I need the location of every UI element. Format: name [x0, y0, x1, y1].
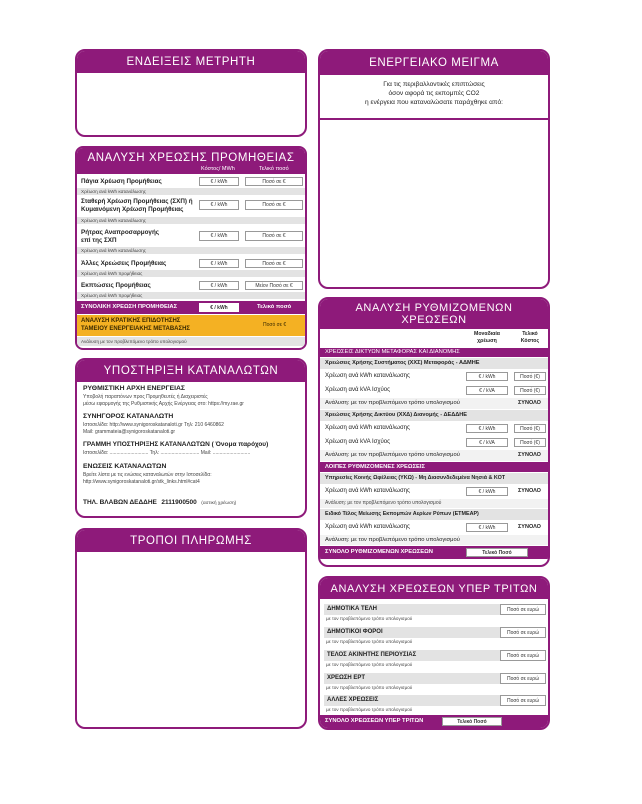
other-header: ΛΟΙΠΕΣ ΡΥΘΜΙΖΟΜΕΝΕΣ ΧΡΕΩΣΕΙΣ: [320, 462, 548, 472]
subsidy-line-1: ΑΝΑΛΥΣΗ ΚΡΑΤΙΚΗΣ ΕΠΙΔΟΤΗΣΗΣ: [81, 318, 181, 324]
supply-total-label: ΣΥΝΟΛΙΚΗ ΧΡΕΩΣΗ ΠΡΟΜΗΘΕΙΑΣ: [81, 304, 178, 310]
etmear-header: Ειδικό Τέλος Μείωσης Εκπομπών Αερίων Ρύπων (ΕΤΜΕΑΡ): [320, 509, 548, 520]
supply-row-unit: € / kWh: [199, 177, 239, 186]
rae-line-2: μέσω εφαρμογής της Ρυθμιστικής Αρχής Ενέργειας στο: https://my.rae.gr: [83, 401, 244, 407]
regulated-col-unit: Μοναδιαία χρέωση: [474, 331, 500, 344]
supply-column-header: [77, 165, 305, 174]
supply-row-note: Χρέωση ανά kWh κατανάλωσης: [77, 247, 305, 254]
third-row-label: ΔΗΜΟΤΙΚΑ ΤΕΛΗ: [324, 604, 500, 615]
deddie-analysis-label: Ανάλυση: με τον προβλεπόμενο τρόπο υπολογισμού: [325, 452, 460, 458]
subsidy-row: [77, 315, 305, 336]
third-total-label: ΣΥΝΟΛΟ ΧΡΕΩΣΕΩΝ ΥΠΕΡ ΤΡΙΤΩΝ: [325, 718, 424, 724]
supply-row-unit: € / kWh: [199, 231, 239, 241]
deddie-analysis-row: [320, 450, 548, 461]
energy-mix-divider: [320, 118, 548, 120]
third-row: [320, 602, 548, 624]
admie-row-amount: Ποσό (€): [514, 386, 546, 395]
admie-sum: ΣΥΝΟΛΟ: [518, 400, 541, 406]
regulated-total-label: ΣΥΝΟΛΟ ΡΥΘΜΙΖΟΜΕΝΩΝ ΧΡΕΩΣΕΩΝ: [325, 549, 433, 555]
yko-row-unit: € / kWh: [466, 487, 508, 496]
deddie-row: [320, 436, 548, 449]
energy-mix-line-3: η ενέργεια που καταναλώσατε παράχθηκε από:: [365, 99, 503, 106]
supply-row-unit: € / kWh: [199, 281, 239, 290]
supply-row-label: Άλλες Χρεώσεις Προμήθειας: [81, 260, 167, 267]
support-title: ΥΠΟΣΤΗΡΙΞΗ ΚΑΤΑΝΑΛΩΤΩΝ: [77, 360, 305, 382]
supply-row-note: Χρέωση ανά kWh κατανάλωσης: [77, 217, 305, 224]
regulated-column-header: [320, 329, 548, 346]
admie-row: [320, 370, 548, 383]
admie-row-amount: Ποσό (€): [514, 372, 546, 381]
deddie-header: Χρεώσεις Χρήσης Δικτύου (ΧΧΔ) Διανομής - ΔΕΔΔΗΕ: [320, 410, 548, 421]
supply-row-amount: Μείον Ποσό σε €: [245, 281, 303, 290]
supply-row-label: Πάγια Χρέωση Προμήθειας: [81, 178, 162, 185]
third-row-amount: Ποσό σε ευρώ: [500, 604, 546, 615]
regulated-panel: [318, 297, 550, 567]
admie-header: Χρεώσεις Χρήσης Συστήματος (ΧΧΣ) Μεταφοράς - ΑΔΜΗΕ: [320, 358, 548, 369]
supply-row: [77, 278, 305, 300]
deddie-row-unit: € / kWh: [466, 424, 508, 433]
third-row: [320, 648, 548, 670]
yko-analysis: Ανάλυση: με τον προβλεπόμενο τρόπο υπολογισμού: [320, 499, 548, 508]
ombudsman-line-2: Mail: grammateia@synigoroskatanaloti.gr: [83, 429, 176, 435]
third-row-amount: Ποσό σε ευρώ: [500, 695, 546, 706]
etmear-row-label: Χρέωση ανά kWh κατανάλωσης: [325, 524, 410, 530]
admie-row: [320, 384, 548, 397]
third-row: [320, 694, 548, 714]
energy-mix-title: ΕΝΕΡΓΕΙΑΚΟ ΜΕΙΓΜΑ: [320, 51, 548, 75]
yko-header: Υπηρεσίες Κοινής Ωφέλειας (ΥΚΩ) - Μη Διασυνδεδεμένα Νησιά & ΚΟΤ: [320, 473, 548, 484]
regulated-title-line-1: ΑΝΑΛΥΣΗ ΡΥΘΜΙΖΟΜΕΝΩΝ: [355, 302, 513, 314]
third-row-note: με τον προβλεπόμενο τρόπο υπολογισμού: [326, 685, 413, 690]
third-total-row: [320, 715, 548, 728]
meter-panel: [75, 49, 307, 137]
supply-row-unit: € / kWh: [199, 259, 239, 268]
yko-row: [320, 485, 548, 498]
deddie-row-label: Χρέωση ανά kVA Ισχύος: [325, 439, 391, 445]
energy-mix-panel: [318, 49, 550, 289]
third-row-label: ΑΛΛΕΣ ΧΡΕΩΣΕΙΣ: [324, 695, 500, 706]
supply-row: [77, 196, 305, 225]
supply-total-amount: Τελικό ποσό: [257, 304, 292, 310]
admie-row-label: Χρέωση ανά kWh κατανάλωσης: [325, 373, 410, 379]
deddie-row: [320, 422, 548, 435]
support-panel: [75, 358, 307, 518]
admie-analysis-row: [320, 398, 548, 409]
third-row-label: ΤΕΛΟΣ ΑΚΙΝΗΤΗΣ ΠΕΡΙΟΥΣΙΑΣ: [324, 650, 500, 661]
third-row-label: ΔΗΜΟΤΙΚΟΙ ΦΟΡΟΙ: [324, 627, 500, 638]
supply-col-cost: Κόστος/ MWh: [201, 166, 235, 172]
third-row: [320, 625, 548, 647]
etmear-analysis: Ανάλυση: με τον προβλεπόμενο τρόπο υπολογισμού: [320, 535, 548, 545]
deddie-row-amount: Ποσό (€): [514, 424, 546, 433]
ombudsman-line-1: Ιστοσελίδα: http://www.synigoroskatanaloti.gr Τηλ: 210 6460862: [83, 422, 224, 428]
subsidy-amount: Ποσό σε €: [263, 322, 287, 328]
third-row-amount: Ποσό σε ευρώ: [500, 650, 546, 661]
payment-title: ΤΡΟΠΟΙ ΠΛΗΡΩΜΗΣ: [77, 530, 305, 552]
deddie-row-amount: Ποσό (€): [514, 438, 546, 447]
admie-row-unit: € / kWh: [466, 372, 508, 381]
supply-row-note: Χρέωση ανά kWh κατανάλωσης: [77, 188, 305, 195]
yko-row-label: Χρέωση ανά kWh κατανάλωσης: [325, 488, 410, 494]
third-row-note: με τον προβλεπόμενο τρόπο υπολογισμού: [326, 662, 413, 667]
fault-phone: [83, 491, 236, 509]
admie-row-label: Χρέωση ανά kVA Ισχύος: [325, 387, 391, 393]
supply-title: ΑΝΑΛΥΣΗ ΧΡΕΩΣΗΣ ΠΡΟΜΗΘΕΙΑΣ: [77, 148, 305, 167]
admie-row-unit: € / kVA: [466, 386, 508, 395]
deddie-row-label: Χρέωση ανά kWh κατανάλωσης: [325, 425, 410, 431]
third-party-panel: [318, 576, 550, 730]
third-total-amount: Τελικό Ποσό: [442, 717, 502, 726]
third-party-title: ΑΝΑΛΥΣΗ ΧΡΕΩΣΕΩΝ ΥΠΕΡ ΤΡΙΤΩΝ: [320, 578, 548, 599]
regulated-col-total: Τελικό Κόστος: [520, 331, 540, 344]
ombudsman-title: ΣΥΝΗΓΟΡΟΣ ΚΑΤΑΝΑΛΩΤΗ: [83, 413, 174, 420]
regulated-title: [320, 299, 548, 329]
supply-row: [77, 256, 305, 277]
fault-phone-title: ΤΗΛ. ΒΛΑΒΩΝ ΔΕΔΔΗΕ: [83, 499, 157, 506]
third-row-amount: Ποσό σε ευρώ: [500, 627, 546, 638]
third-row-label: ΧΡΕΩΣΗ ΕΡΤ: [324, 673, 500, 684]
rae-title: ΡΥΘΜΙΣΤΙΚΗ ΑΡΧΗ ΕΝΕΡΓΕΙΑΣ: [83, 385, 185, 392]
subsidy-line-2: ΤΑΜΕΙΟΥ ΕΝΕΡΓΕΙΑΚΗΣ ΜΕΤΑΒΑΣΗΣ: [81, 326, 191, 332]
etmear-sum: ΣΥΝΟΛΟ: [518, 524, 541, 530]
supply-row-amount: Ποσό σε €: [245, 200, 303, 210]
supply-panel: [75, 146, 307, 350]
supply-row-note: Χρέωση ανά kWh προμήθειας: [77, 270, 305, 277]
associations-line-1: Βρείτε λίστα με τις ενώσεις καταναλωτών στην Ιστοσελίδα:: [83, 472, 212, 478]
third-row-note: με τον προβλεπόμενο τρόπο υπολογισμού: [326, 639, 413, 644]
associations-line-2: http://www.synigoroskatanaloti.gr/stk_links.html#cat4: [83, 479, 200, 485]
associations-title: ΕΝΩΣΕΙΣ ΚΑΤΑΝΑΛΩΤΩΝ: [83, 463, 167, 470]
deddie-row-unit: € / kVA: [466, 438, 508, 447]
regulated-title-line-2: ΧΡΕΩΣΕΩΝ: [401, 314, 467, 327]
etmear-row: [320, 521, 548, 534]
payment-panel: [75, 528, 307, 729]
energy-mix-line-2: όσον αφορά τις εκπομπές CO2: [388, 90, 480, 97]
supply-row-label: Σταθερή Χρέωση Προμήθειας (ΣΧΠ) ή Κυμαινόμενη Χρέωση Προμήθειας: [81, 198, 193, 213]
network-header: ΧΡΕΩΣΕΙΣ ΔΙΚΤΥΩΝ ΜΕΤΑΦΟΡΑΣ ΚΑΙ ΔΙΑΝΟΜΗΣ: [320, 348, 548, 357]
supply-row: [77, 226, 305, 255]
deddie-sum: ΣΥΝΟΛΟ: [518, 452, 541, 458]
supply-total-row: [77, 301, 305, 314]
supply-total-unit: € / kWh: [199, 303, 239, 312]
fault-phone-number: 2111900500: [161, 499, 197, 506]
supply-row-amount: Ποσό σε €: [245, 259, 303, 268]
supply-row: [77, 175, 305, 195]
regulated-total-amount: Τελικό Ποσό: [466, 548, 528, 557]
supply-row-label: Εκπτώσεις Προμήθειας: [81, 282, 151, 289]
yko-sum: ΣΥΝΟΛΟ: [518, 488, 541, 494]
supply-col-total: Τελικό ποσό: [259, 166, 289, 172]
subsidy-note: Ανάλυση με τον προβλεπόμενο τρόπο υπολογισμού: [77, 337, 305, 346]
third-row-note: με τον προβλεπόμενο τρόπο υπολογισμού: [326, 707, 413, 712]
third-row: [320, 671, 548, 693]
third-row-note: με τον προβλεπόμενο τρόπο υπολογισμού: [326, 616, 413, 621]
third-row-amount: Ποσό σε ευρώ: [500, 673, 546, 684]
meter-title: ΕΝΔΕΙΞΕΙΣ ΜΕΤΡΗΤΗ: [77, 51, 305, 73]
fault-phone-note: (αστική χρέωση): [201, 501, 237, 506]
supply-row-unit: € / kWh: [199, 200, 239, 210]
supply-row-amount: Ποσό σε €: [245, 177, 303, 186]
support-line-text: Ιστοσελίδα: ............................ Τηλ: ............................ Mail: ...........................: [83, 450, 251, 456]
rae-line-1: Υποβολή παραπόνων προς Προμηθευτές ή Διαχειριστές: [83, 394, 208, 400]
support-line-title: ΓΡΑΜΜΗ ΥΠΟΣΤΗΡΙΞΗΣ ΚΑΤΑΝΑΛΩΤΩΝ ( Όνομα παρόχου): [83, 441, 269, 448]
supply-row-note: Χρέωση ανά kWh προμήθειας: [77, 292, 305, 299]
energy-mix-line-1: Για τις περιβαλλοντικές επιπτώσεις: [383, 81, 485, 88]
regulated-total-row: [320, 546, 548, 559]
supply-row-amount: Ποσό σε €: [245, 231, 303, 241]
admie-analysis-label: Ανάλυση: με τον προβλεπόμενο τρόπο υπολογισμού: [325, 400, 460, 406]
supply-row-label: Ρήτρας Αναπροσαρμογής επί της ΣΧΠ: [81, 229, 160, 244]
energy-mix-text: [320, 80, 548, 107]
etmear-row-unit: € / kWh: [466, 523, 508, 532]
